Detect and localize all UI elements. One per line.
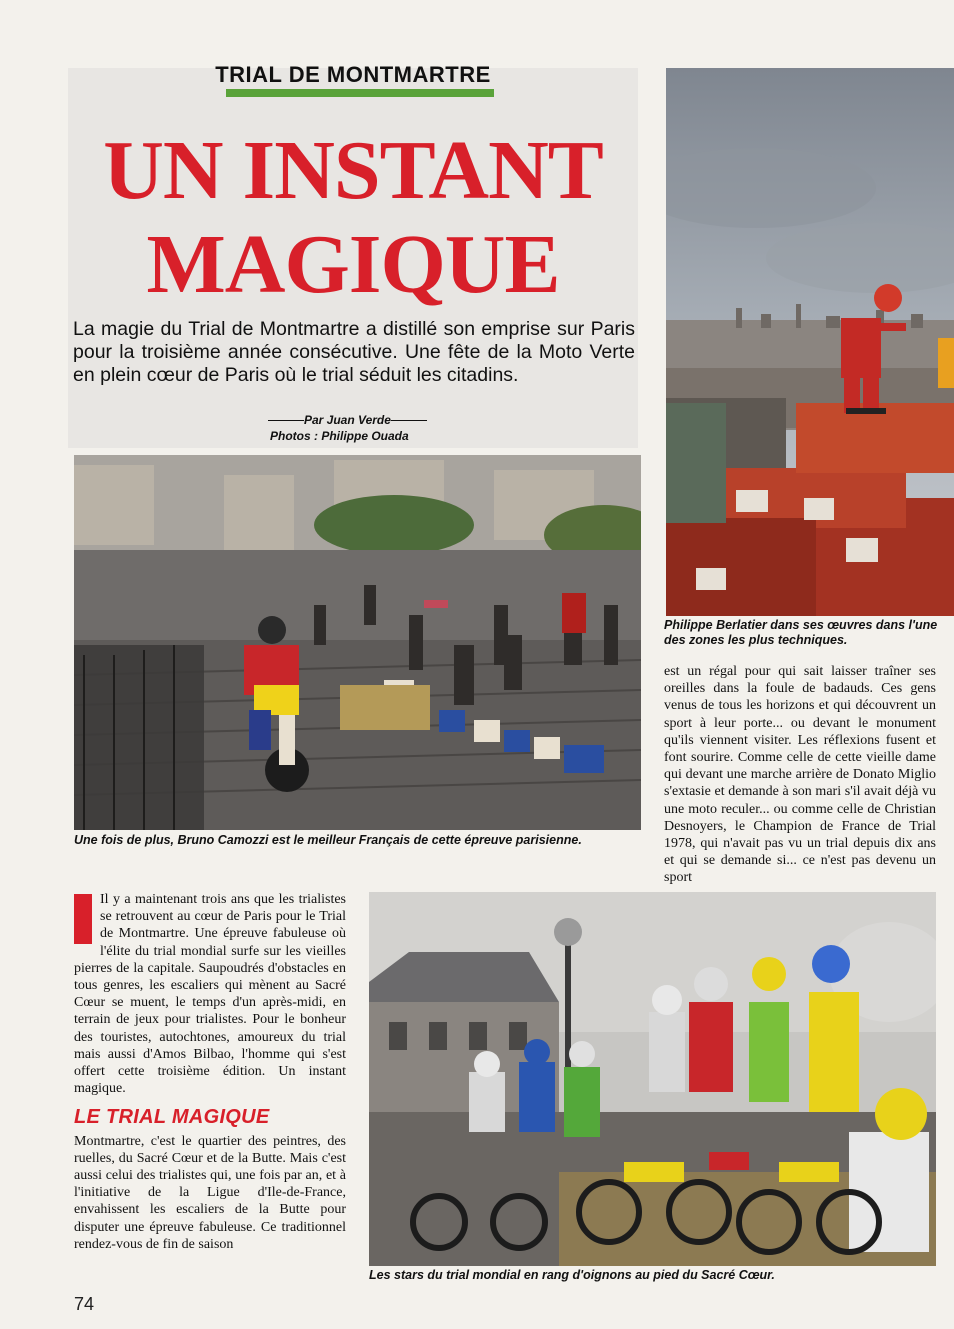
photo-rider-on-stairs [74, 455, 641, 830]
caption-middle-left: Une fois de plus, Bruno Camozzi est le meilleur Français de cette épreuve parisienne. [74, 833, 582, 847]
intro-paragraph: La magie du Trial de Montmartre a distillé son emprise sur Paris pour la troisième année consécutive. Une fête de la Moto Verte en plein cœur de Paris où le trial séduit les citadins. [73, 318, 635, 386]
caption-top-right: Philippe Berlatier dans ses œuvres dans l'une des zones les plus techniques. [664, 618, 938, 647]
rubric: TRIAL DE MONTMARTRE [215, 62, 491, 87]
byline-text: Par Juan Verde [304, 413, 391, 427]
body-column-right: est un régal pour qui sait laisser traîner ses oreilles dans la foule de badauds. Ces gens venus de tous les horizons et qui découvrent un sport à leur porte... ou devant le monument qu'ils viennent visiter. Les réflexions fusent et font sourire. Comme celle de cette vieille dame qui devant une marche arrière de Donato Miglio s'extasie et demande à son mari s'il avait déjà vu une moto reculer... ou comme celle de Christian Desnoyers, le Champion de France de Trial 1978, qui n'avait pas vu un trial depuis dix ans et qui se demande si... ce n'est pas devenu un sport [664, 664, 936, 885]
paragraph-1: Il y a maintenant trois ans que les trialistes se retrouvent au cœur de Paris pour le Trial de Montmartre. Une épreuve fabuleuse où l'élite du trial mondial surfe sur les vieilles pierres de la capitale. Saupoudrés d'obstacles en tous genres, les escaliers qui mènent au Sacré Cœur se muent, le temps d'un après-midi, en terrain de jeux pour trialistes. Pour le bonheur des touristes, autochtones, amoureux du trial mais aussi d'Amos Bilbao, l'homme qui s'est offert cette troisième édition. Un instant magique. [74, 892, 346, 1097]
subhead: LE TRIAL MAGIQUE [74, 1106, 270, 1129]
byline-rule-right [391, 420, 427, 421]
rubric-underline [226, 89, 494, 97]
byline-rule-left [268, 420, 304, 421]
photo-rider-on-crates [666, 68, 954, 616]
body-column-left [74, 891, 346, 1286]
paragraph-2: Montmartre, c'est le quartier des peintres, des ruelles, du Sacré Cœur et de la Butte. Mais c'est aussi celui des trialistes qui, une fois par an, et à l'initiative de la Ligue d'Ile-de-France, envahissent les escaliers de la Butte pour disputer une épreuve fabuleuse. Ce traditionnel rendez-vous de fin de saison [74, 1133, 346, 1252]
photo-riders-group [369, 892, 936, 1266]
byline [268, 413, 427, 427]
dropcap-marker [74, 894, 92, 944]
article-header [68, 62, 638, 448]
caption-bottom-right: Les stars du trial mondial en rang d'oignons au pied du Sacré Cœur. [369, 1268, 775, 1282]
title-line-2: MAGIQUE [146, 218, 560, 311]
photos-credit: Photos : Philippe Ouada [270, 429, 409, 443]
page-number: 74 [74, 1294, 95, 1314]
article-title [68, 124, 638, 312]
title-line-1: UN INSTANT [103, 124, 603, 217]
